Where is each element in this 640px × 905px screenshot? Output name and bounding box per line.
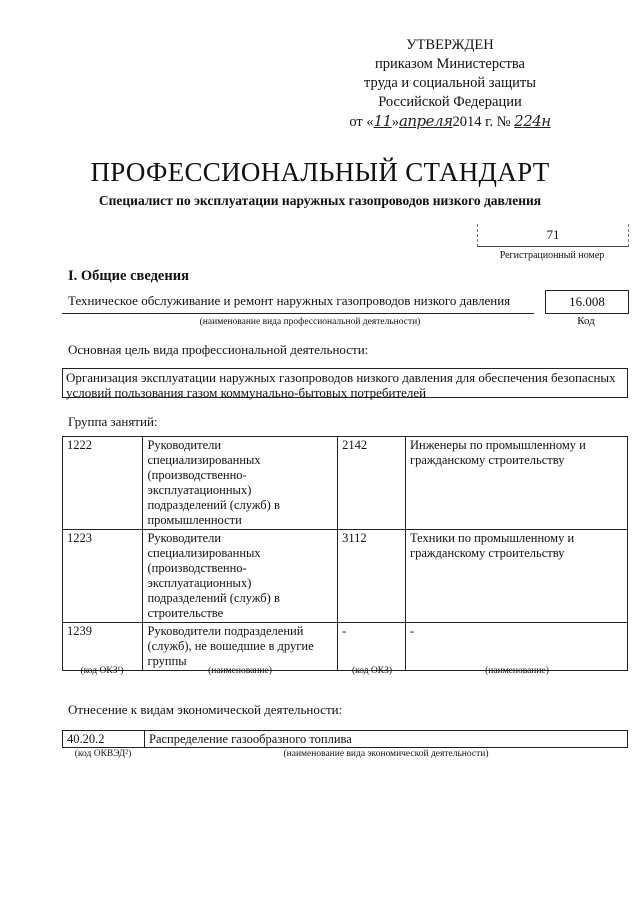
date-year: 2014 г. № <box>452 114 511 130</box>
occupation-name-cell: Руководители подразделений (служб), не вошедшие в другие группы <box>143 623 338 671</box>
econ-label: Отнесение к видам экономической деятельности: <box>68 702 343 717</box>
okz-code-cell: - <box>338 623 406 671</box>
approval-block <box>300 36 600 132</box>
okved-name-cell: Распределение газообразного топлива <box>145 731 628 748</box>
goal-label: Основная цель вида профессиональной деятельности: <box>68 342 369 357</box>
okz-code-cell: 1222 <box>63 437 143 530</box>
approval-date-line <box>300 112 600 132</box>
registration-number: 71 <box>477 224 629 247</box>
activity-underline <box>62 313 534 314</box>
caption-okz-code: (код ОКЗ) <box>351 666 393 676</box>
okz-code-cell: 1223 <box>63 530 143 623</box>
activity-caption: (наименование вида профессиональной деятельности) <box>199 317 421 327</box>
occupation-name-cell: Руководители специализированных (производственно-эксплуатационных) подразделений (служб) в промышленности <box>143 437 338 530</box>
page-subtitle: Специалист по эксплуатации наружных газопроводов низкого давления <box>98 193 542 208</box>
caption-okved-code: (код ОКВЭД²) <box>74 749 132 759</box>
caption-name: (наименование) <box>485 666 549 676</box>
table-row <box>63 623 628 671</box>
code-caption: Код <box>577 315 595 327</box>
table-row <box>63 530 628 623</box>
table-row <box>63 437 628 530</box>
occupation-name-cell: Техники по промышленному и гражданскому строительству <box>405 530 627 623</box>
table-row <box>63 731 628 748</box>
date-quote-close: » <box>391 114 399 130</box>
approval-line-1: УТВЕРЖДЕН <box>406 37 494 53</box>
econ-table <box>62 730 628 748</box>
occupation-name-cell: Инженеры по промышленному и гражданскому строительству <box>405 437 627 530</box>
activity-code: 16.008 <box>545 290 629 314</box>
caption-name: (наименование) <box>208 666 272 676</box>
okz-code-cell: 2142 <box>338 437 406 530</box>
approval-line-4: Российской Федерации <box>378 94 522 110</box>
caption-okz-code: (код ОКЗ¹) <box>80 666 124 676</box>
occupation-name-cell: - <box>405 623 627 671</box>
okz-code-cell: 3112 <box>338 530 406 623</box>
date-day: 11 <box>373 112 392 130</box>
occupation-table <box>62 436 628 671</box>
date-month: апреля <box>398 112 453 130</box>
okved-code-cell: 40.20.2 <box>63 731 145 748</box>
approval-line-3: труда и социальной защиты <box>364 75 536 91</box>
occupation-captions <box>62 666 628 680</box>
okz-code-cell: 1239 <box>63 623 143 671</box>
econ-captions <box>62 749 628 763</box>
page-title: ПРОФЕССИОНАЛЬНЫЙ СТАНДАРТ <box>90 157 550 187</box>
registration-label: Регистрационный номер <box>499 250 605 261</box>
activity-name: Техническое обслуживание и ремонт наружных газопроводов низкого давления <box>68 293 511 308</box>
section-heading: I. Общие сведения <box>68 268 189 284</box>
date-prefix: от « <box>349 114 374 130</box>
group-label: Группа занятий: <box>68 414 158 429</box>
order-number: 224н <box>514 112 551 130</box>
goal-text: Организация эксплуатации наружных газопроводов низкого давления для обеспечения безопасных условий пользования газом коммунально-бытовых потребителей <box>62 368 628 398</box>
approval-line-2: приказом Министерства <box>375 56 525 72</box>
occupation-name-cell: Руководители специализированных (производственно-эксплуатационных) подразделений (служб) в строительстве <box>143 530 338 623</box>
caption-econ-name: (наименование вида экономической деятельности) <box>283 749 489 759</box>
